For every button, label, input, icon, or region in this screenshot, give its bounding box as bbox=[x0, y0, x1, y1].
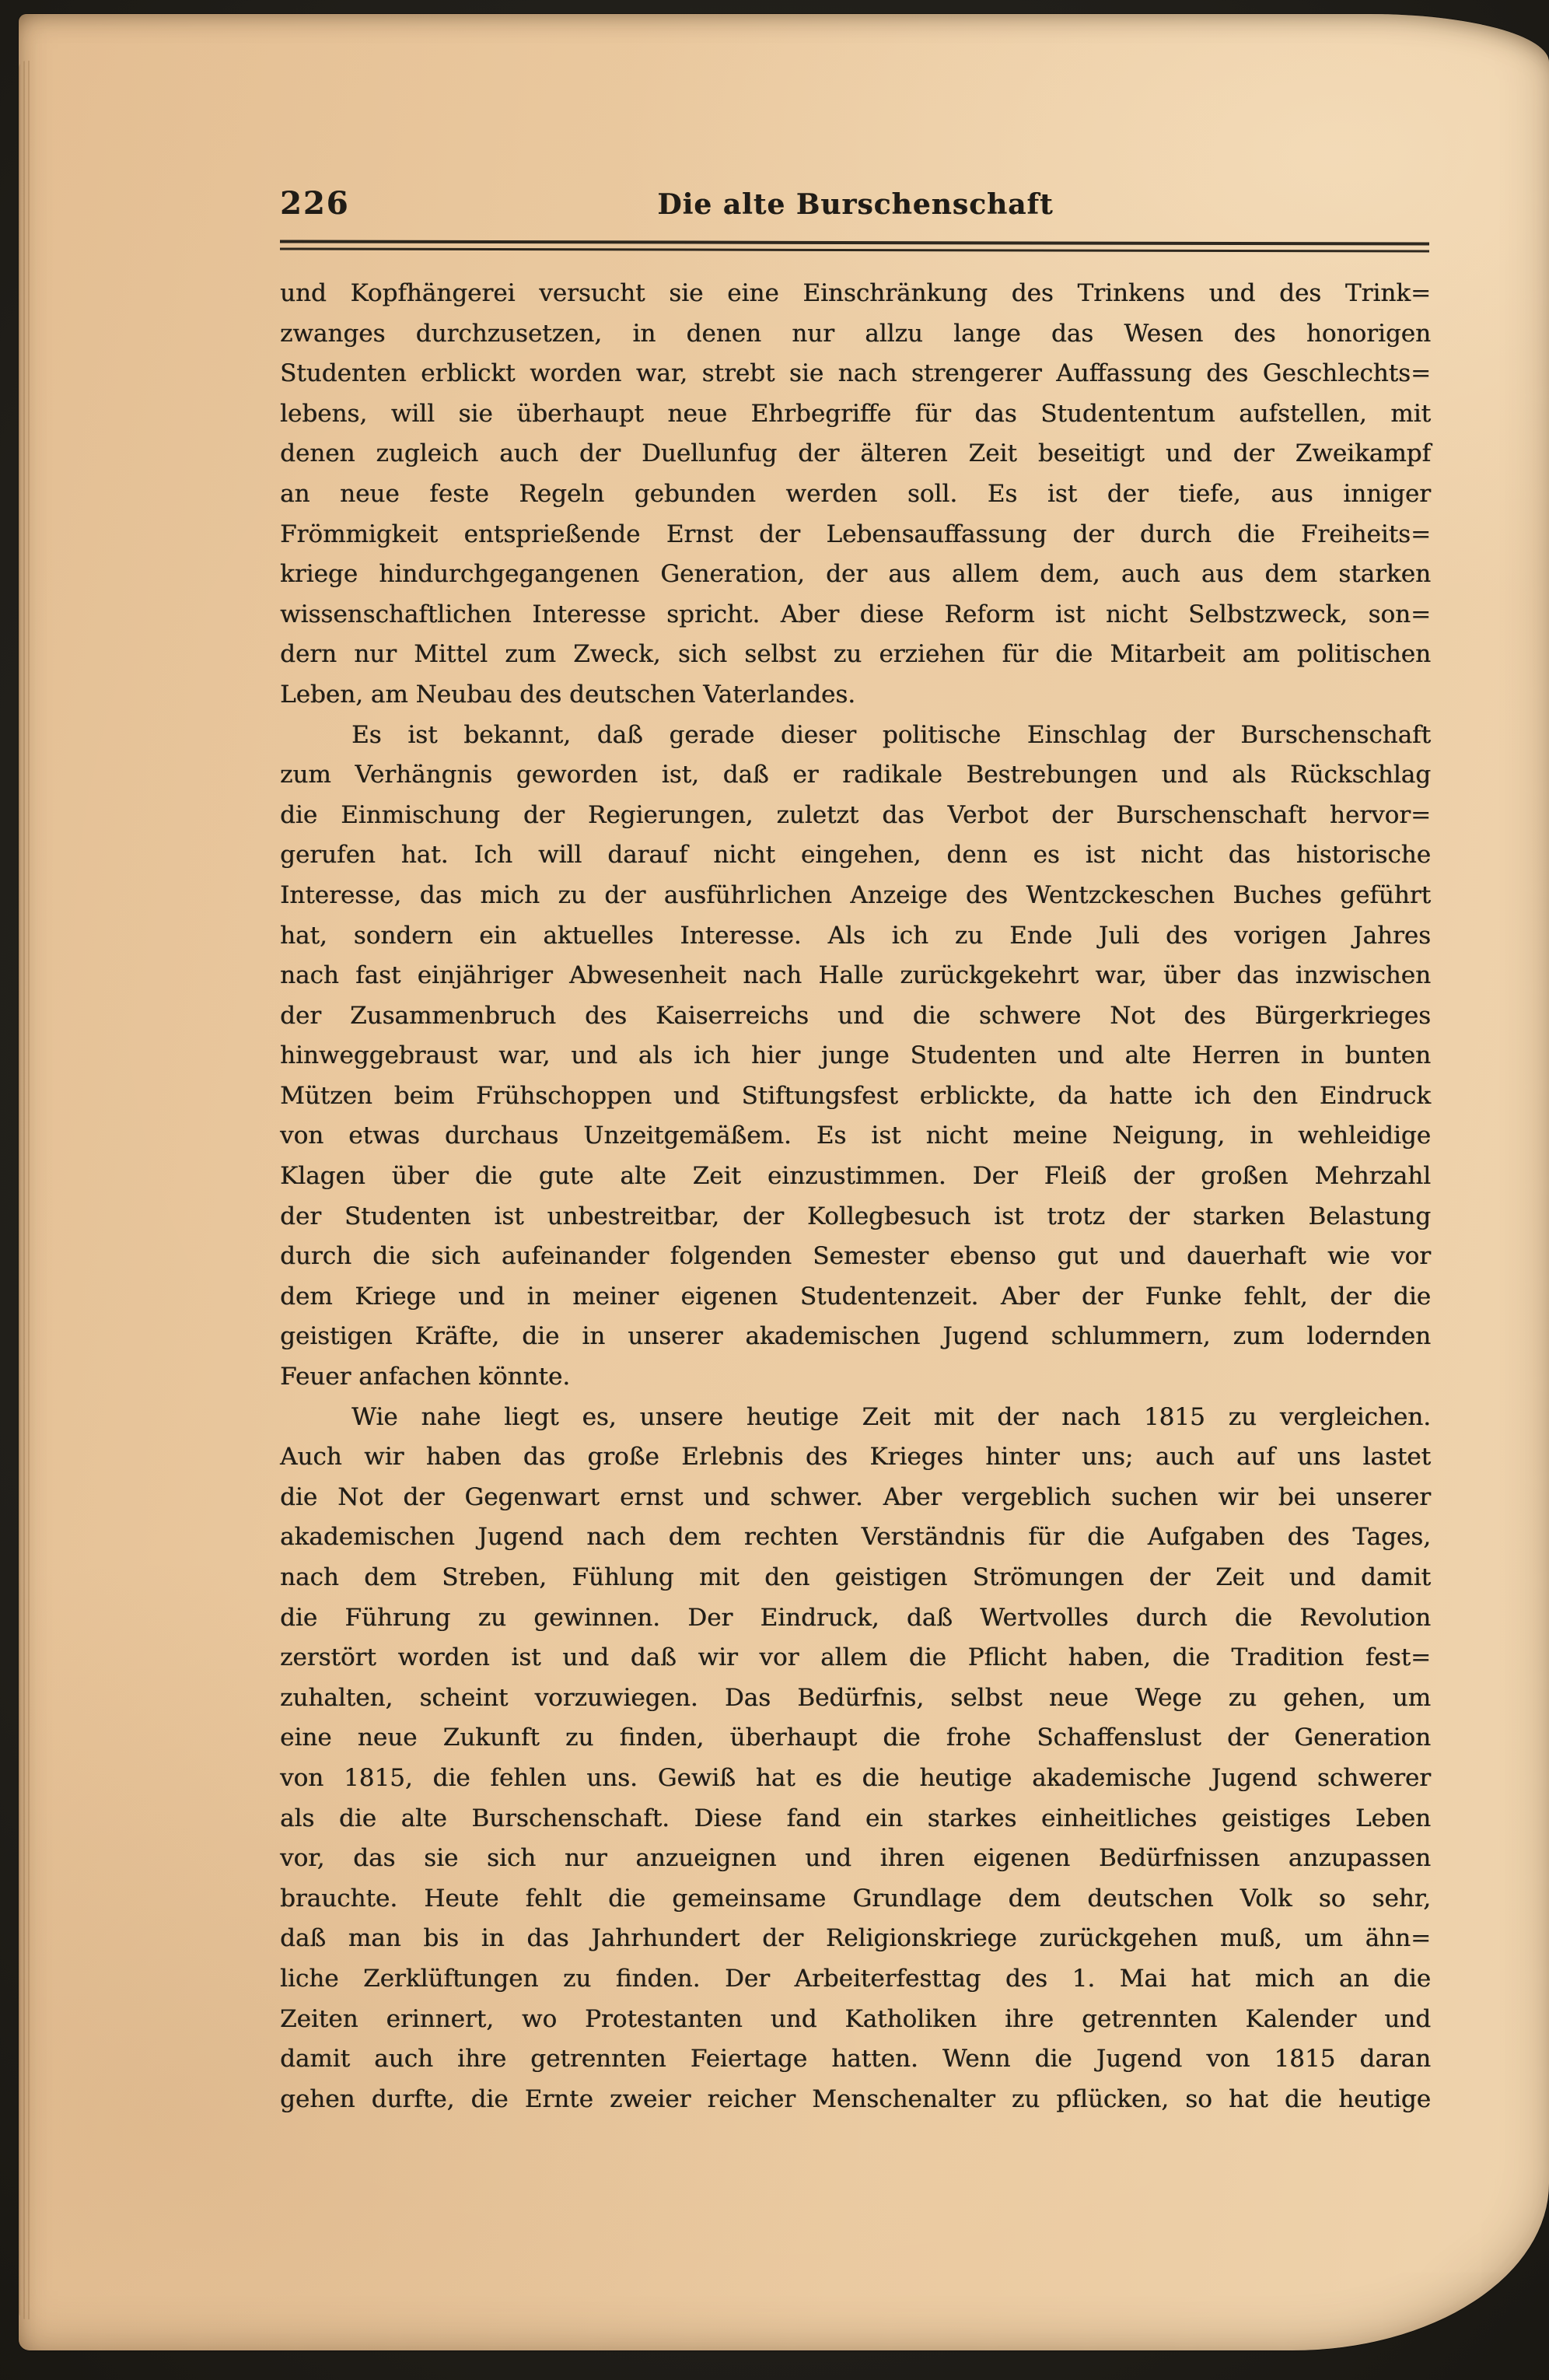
page-stack-edge bbox=[19, 61, 33, 2319]
text-line: nach fast einjähriger Abwesenheit nach Halle zurückgekehrt war, über das inzwischen bbox=[280, 961, 1431, 990]
text-line: Feuer anfachen könnte. bbox=[280, 1363, 571, 1391]
text-line: damit auch ihre getrennten Feiertage hatten. Wenn die Jugend von 1815 daran bbox=[280, 2045, 1431, 2074]
text-line: der Zusammenbruch des Kaiserreichs und die schwere Not des Bürgerkrieges bbox=[280, 1001, 1431, 1030]
text-line: liche Zerklüftungen zu finden. Der Arbeiterfesttag des 1. Mai hat mich an die bbox=[280, 1964, 1431, 1993]
book-page bbox=[19, 14, 1549, 2350]
text-line: dern nur Mittel zum Zweck, sich selbst zu erziehen für die Mitarbeit am politischen bbox=[280, 640, 1431, 669]
text-line: von etwas durchaus Unzeitgemäßem. Es ist nicht meine Neigung, in wehleidige bbox=[280, 1122, 1431, 1150]
body-text bbox=[280, 274, 1431, 2119]
text-line: hat, sondern ein aktuelles Interesse. Als ich zu Ende Juli des vorigen Jahres bbox=[280, 921, 1431, 950]
text-line: zwanges durchzusetzen, in denen nur allzu lange das Wesen des honorigen bbox=[280, 319, 1431, 348]
text-line: Mützen beim Frühschoppen und Stiftungsfest erblickte, da hatte ich den Eindruck bbox=[280, 1081, 1431, 1110]
text-line: Leben, am Neubau des deutschen Vaterlandes. bbox=[280, 680, 856, 709]
text-line: hinweggebraust war, und als ich hier junge Studenten und alte Herren in bunten bbox=[280, 1041, 1431, 1070]
text-line: geistigen Kräfte, die in unserer akademischen Jugend schlummern, zum lodernden bbox=[280, 1322, 1431, 1351]
text-line: denen zugleich auch der Duellunfug der älteren Zeit beseitigt und der Zweikampf bbox=[280, 439, 1431, 468]
text-line: gerufen hat. Ich will darauf nicht eingehen, denn es ist nicht das historische bbox=[280, 841, 1431, 870]
text-line: durch die sich aufeinander folgenden Semester ebenso gut und dauerhaft wie vor bbox=[280, 1242, 1431, 1271]
text-line: und Kopfhängerei versucht sie eine Einschränkung des Trinkens und des Trink= bbox=[280, 279, 1431, 307]
page-number: 226 bbox=[280, 185, 350, 222]
text-line: Zeiten erinnert, wo Protestanten und Katholiken ihre getrennten Kalender und bbox=[280, 2004, 1431, 2033]
text-line: die Not der Gegenwart ernst und schwer. Aber vergeblich suchen wir bei unserer bbox=[280, 1482, 1431, 1511]
text-line: Frömmigkeit entsprießende Ernst der Lebensauffassung der durch die Freiheits= bbox=[280, 520, 1431, 548]
text-line: der Studenten ist unbestreitbar, der Kollegbesuch ist trotz der starken Belastung bbox=[280, 1202, 1431, 1230]
text-line: gehen durfte, die Ernte zweier reicher Menschenalter zu pflücken, so hat die heutige bbox=[280, 2084, 1431, 2113]
header-rule bbox=[280, 240, 1429, 252]
text-line: Interesse, das mich zu der ausführlichen Anzeige des Wentzckeschen Buches geführt bbox=[280, 880, 1431, 909]
text-line: Es ist bekannt, daß gerade dieser politische Einschlag der Burschenschaft bbox=[351, 720, 1431, 749]
text-line: brauchte. Heute fehlt die gemeinsame Grundlage dem deutschen Volk so sehr, bbox=[280, 1884, 1431, 1913]
text-line: Klagen über die gute alte Zeit einzustimmen. Der Fleiß der großen Mehrzahl bbox=[280, 1162, 1431, 1191]
text-line: zum Verhängnis geworden ist, daß er radikale Bestrebungen und als Rückschlag bbox=[280, 761, 1431, 789]
text-line: dem Kriege und in meiner eigenen Studentenzeit. Aber der Funke fehlt, der die bbox=[280, 1282, 1431, 1311]
text-line: kriege hindurchgegangenen Generation, der aus allem dem, auch aus dem starken bbox=[280, 560, 1431, 589]
text-line: an neue feste Regeln gebunden werden soll. Es ist der tiefe, aus inniger bbox=[280, 479, 1431, 508]
text-line: als die alte Burschenschaft. Diese fand ein starkes einheitliches geistiges Leben bbox=[280, 1804, 1431, 1832]
text-line: nach dem Streben, Fühlung mit den geistigen Strömungen der Zeit und damit bbox=[280, 1563, 1431, 1591]
text-line: von 1815, die fehlen uns. Gewiß hat es die heutige akademische Jugend schwerer bbox=[280, 1763, 1431, 1792]
text-line: daß man bis in das Jahrhundert der Religionskriege zurückgehen muß, um ähn= bbox=[280, 1924, 1431, 1953]
page-header bbox=[280, 185, 1431, 222]
running-title: Die alte Burschenschaft bbox=[657, 188, 1054, 221]
text-line: Studenten erblickt worden war, strebt sie nach strengerer Auffassung des Geschlechts= bbox=[280, 359, 1431, 388]
text-line: die Einmischung der Regierungen, zuletzt das Verbot der Burschenschaft hervor= bbox=[280, 800, 1431, 829]
text-line: vor, das sie sich nur anzueignen und ihren eigenen Bedürfnissen anzupassen bbox=[280, 1844, 1431, 1873]
text-line: zerstört worden ist und daß wir vor allem die Pflicht haben, die Tradition fest= bbox=[280, 1643, 1431, 1672]
text-line: wissenschaftlichen Interesse spricht. Aber diese Reform ist nicht Selbstzweck, son= bbox=[280, 600, 1431, 628]
text-line: Wie nahe liegt es, unsere heutige Zeit mit der nach 1815 zu vergleichen. bbox=[351, 1402, 1431, 1431]
text-line: Auch wir haben das große Erlebnis des Krieges hinter uns; auch auf uns lastet bbox=[280, 1443, 1431, 1472]
text-line: akademischen Jugend nach dem rechten Verständnis für die Aufgaben des Tages, bbox=[280, 1523, 1431, 1552]
text-line: lebens, will sie überhaupt neue Ehrbegriffe für das Studententum aufstellen, mit bbox=[280, 399, 1431, 428]
text-line: zuhalten, scheint vorzuwiegen. Das Bedürfnis, selbst neue Wege zu gehen, um bbox=[280, 1683, 1431, 1712]
text-line: eine neue Zukunft zu finden, überhaupt die frohe Schaffenslust der Generation bbox=[280, 1724, 1431, 1752]
text-line: die Führung zu gewinnen. Der Eindruck, daß Wertvolles durch die Revolution bbox=[280, 1603, 1431, 1632]
